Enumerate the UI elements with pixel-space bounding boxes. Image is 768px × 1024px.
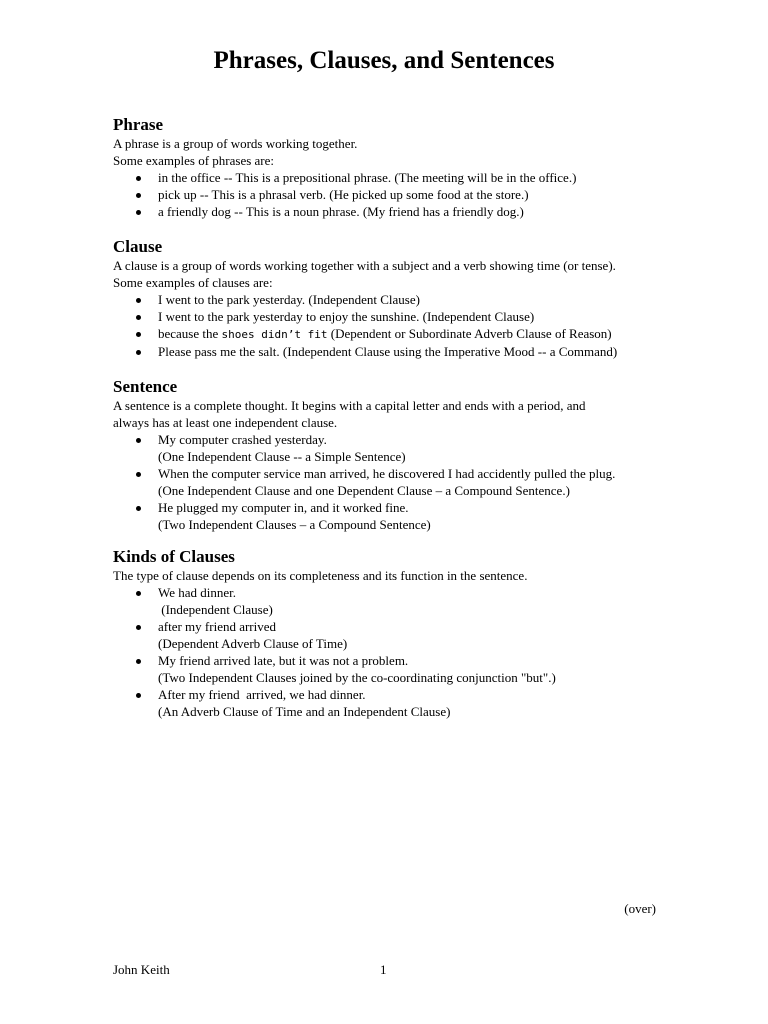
list-item-text: We had dinner. [158, 585, 237, 600]
kinds-intro-line: The type of clause depends on its completeness and its function in the sentence. [113, 568, 528, 583]
list-item-text: after my friend arrived [158, 619, 277, 634]
phrase-heading: Phrase [113, 115, 164, 134]
sentence-heading: Sentence [113, 377, 178, 396]
list-item-text: a friendly dog -- This is a noun phrase. (My friend has a friendly dog.) [158, 204, 524, 219]
list-item [113, 325, 673, 343]
list-item-note: (One Independent Clause -- a Simple Sentence) [158, 449, 406, 464]
sentence-examples-list [113, 431, 673, 533]
list-item-note: (Two Independent Clauses joined by the co-coordinating conjunction "but".) [158, 670, 556, 685]
sentence-intro-line: always has at least one independent clause. [113, 415, 338, 430]
list-item-mono-text: shoes didn’t fit [221, 328, 328, 341]
clause-intro-line: Some examples of clauses are: [113, 275, 273, 290]
bullet-icon [136, 625, 141, 630]
footer-page-number: 1 [380, 962, 387, 977]
sentence-intro-line: A sentence is a complete thought. It begins with a capital letter and ends with a period, and [113, 398, 586, 413]
clause-examples-list [113, 291, 673, 360]
list-item-text: When the computer service man arrived, he discovered I had accidently pulled the plug. [158, 466, 616, 481]
clause-section [113, 236, 673, 360]
page-title: Phrases, Clauses, and Sentences [213, 47, 555, 74]
bullet-icon [136, 506, 141, 511]
phrase-intro-line: Some examples of phrases are: [113, 153, 275, 168]
phrase-section [113, 114, 673, 220]
phrase-intro-line: A phrase is a group of words working together. [113, 136, 358, 151]
list-item-note: (Dependent Adverb Clause of Time) [158, 636, 348, 651]
list-item-text: in the office -- This is a prepositional phrase. (The meeting will be in the office.) [158, 170, 577, 185]
bullet-icon [136, 438, 141, 443]
kinds-heading: Kinds of Clauses [113, 547, 235, 566]
list-item-text: I went to the park yesterday. (Independent Clause) [158, 292, 420, 307]
list-item-text: He plugged my computer in, and it worked fine. [158, 500, 409, 515]
list-item [113, 584, 673, 618]
list-item-text: Please pass me the salt. (Independent Clause using the Imperative Mood -- a Command) [158, 344, 618, 359]
list-item-note: (One Independent Clause and one Dependent Clause – a Compound Sentence.) [158, 483, 570, 498]
list-item-text: My computer crashed yesterday. [158, 432, 327, 447]
list-item-text: I went to the park yesterday to enjoy the sunshine. (Independent Clause) [158, 309, 535, 324]
phrase-examples-list [113, 169, 673, 220]
kinds-examples-list [113, 584, 673, 720]
list-item [113, 186, 673, 203]
list-item-text: After my friend arrived, we had dinner. [158, 687, 366, 702]
clause-heading: Clause [113, 237, 163, 256]
list-item [113, 431, 673, 465]
clause-intro-line: A clause is a group of words working together with a subject and a verb showing time (or tense). [113, 258, 616, 273]
kinds-of-clauses-section [113, 546, 673, 720]
list-item [113, 618, 673, 652]
list-item-text: pick up -- This is a phrasal verb. (He picked up some food at the store.) [158, 187, 529, 202]
bullet-icon [136, 350, 141, 355]
footer-author: John Keith [113, 962, 170, 977]
list-item [113, 499, 673, 533]
bullet-icon [136, 176, 141, 181]
list-item [113, 203, 673, 220]
bullet-icon [136, 332, 141, 337]
list-item [113, 169, 673, 186]
bullet-icon [136, 659, 141, 664]
bullet-icon [136, 591, 141, 596]
list-item [113, 465, 673, 499]
bullet-icon [136, 472, 141, 477]
bullet-icon [136, 298, 141, 303]
bullet-icon [136, 193, 141, 198]
over-note: (over) [624, 901, 656, 916]
list-item-text-part: (Dependent or Subordinate Adverb Clause of Reason) [327, 326, 612, 341]
list-item [113, 308, 673, 325]
sentence-section [113, 376, 673, 533]
list-item-note: (Independent Clause) [158, 602, 273, 617]
bullet-icon [136, 315, 141, 320]
list-item-note: (An Adverb Clause of Time and an Independent Clause) [158, 704, 451, 719]
bullet-icon [136, 693, 141, 698]
bullet-icon [136, 210, 141, 215]
list-item [113, 343, 673, 360]
list-item-text: My friend arrived late, but it was not a problem. [158, 653, 409, 668]
list-item [113, 686, 673, 720]
list-item [113, 291, 673, 308]
list-item-text [158, 325, 673, 343]
list-item [113, 652, 673, 686]
list-item-note: (Two Independent Clauses – a Compound Sentence) [158, 517, 431, 532]
list-item-text-part: because the [158, 326, 222, 341]
